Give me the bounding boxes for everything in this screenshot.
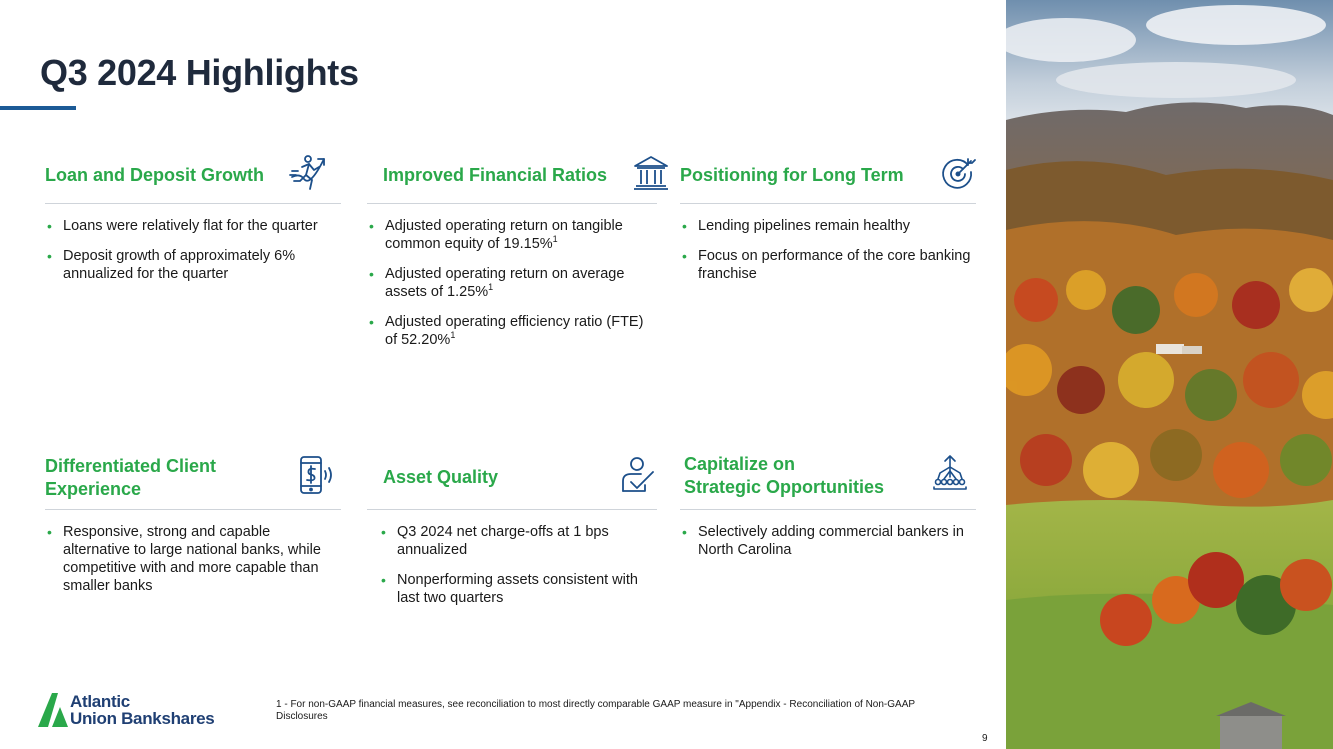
card-loan-deposit-growth (45, 146, 341, 295)
list-item (367, 217, 657, 253)
card-bullets (680, 523, 976, 559)
list-item: • Focus on performance of the core banking franchise (680, 247, 976, 283)
card-title-line: Capitalize on (684, 454, 796, 474)
list-item: • Lending pipelines remain healthy (680, 217, 976, 235)
bank-building-icon (631, 153, 671, 193)
card-title: Loan and Deposit Growth (45, 165, 264, 185)
card-title (45, 455, 216, 501)
list-item: • Q3 2024 net charge-offs at 1 bps annualized (379, 523, 657, 559)
list-item: • Selectively adding commercial bankers in North Carolina (680, 523, 976, 559)
card-header (45, 452, 341, 510)
landscape-photo (1006, 0, 1333, 749)
list-item (367, 265, 657, 301)
logo-text (70, 693, 214, 727)
card-bullets (45, 523, 341, 595)
person-check-icon (617, 455, 657, 495)
card-positioning-long-term (680, 146, 976, 295)
card-title: Asset Quality (383, 467, 499, 487)
logo-line: Union Bankshares (70, 709, 215, 728)
card-header (680, 146, 976, 204)
title-underline (0, 106, 76, 110)
card-title: Positioning for Long Term (680, 165, 904, 185)
bullet-text: Adjusted operating return on tangible common equity of 19.15% (385, 218, 623, 252)
logo-line: Atlantic (70, 692, 130, 711)
list-item: • Responsive, strong and capable alternative to large national banks, while competitive with and more capable than smaller banks (45, 523, 341, 595)
bullet-text: Adjusted operating efficiency ratio (FTE) of 52.20% (385, 314, 644, 348)
card-header (367, 452, 657, 510)
mobile-payment-icon (295, 455, 335, 495)
growth-arrow-runner-icon (288, 153, 328, 193)
list-item: • Loans were relatively flat for the quarter (45, 217, 341, 235)
card-improved-financial-ratios (367, 146, 657, 361)
list-item: • Nonperforming assets consistent with last two quarters (379, 571, 657, 607)
card-header (45, 146, 341, 204)
card-bullets (45, 217, 341, 283)
card-title (684, 453, 884, 499)
card-header (680, 452, 976, 510)
footnote-marker: 1 (552, 234, 558, 245)
footnote-marker: 1 (488, 282, 494, 293)
card-bullets (680, 217, 976, 283)
card-asset-quality (367, 452, 657, 619)
card-title-line: Differentiated Client (45, 456, 217, 476)
card-capitalize-strategic-opportunities (680, 452, 976, 571)
card-differentiated-client-experience (45, 452, 341, 607)
card-title-line: Experience (45, 479, 142, 499)
card-header (367, 146, 657, 204)
card-title: Improved Financial Ratios (383, 165, 608, 185)
network-arrow-icon (930, 453, 970, 493)
page-title: Q3 2024 Highlights (40, 52, 359, 93)
logo-mark-icon (38, 693, 68, 727)
card-bullets (367, 217, 657, 349)
company-logo (38, 692, 214, 728)
card-title-line: Strategic Opportunities (684, 477, 885, 497)
card-bullets (367, 523, 657, 607)
page-number: 9 (982, 733, 988, 744)
list-item: • Deposit growth of approximately 6% annualized for the quarter (45, 247, 341, 283)
footnote-marker: 1 (450, 330, 456, 341)
bullet-text: Adjusted operating return on average assets of 1.25% (385, 266, 625, 300)
footnote: 1 - For non-GAAP financial measures, see reconciliation to most directly comparable GAAP measure in "Appendix - Reconciliation of Non-GAAP Disclosures (276, 699, 915, 722)
target-icon (938, 153, 978, 193)
list-item (367, 313, 657, 349)
